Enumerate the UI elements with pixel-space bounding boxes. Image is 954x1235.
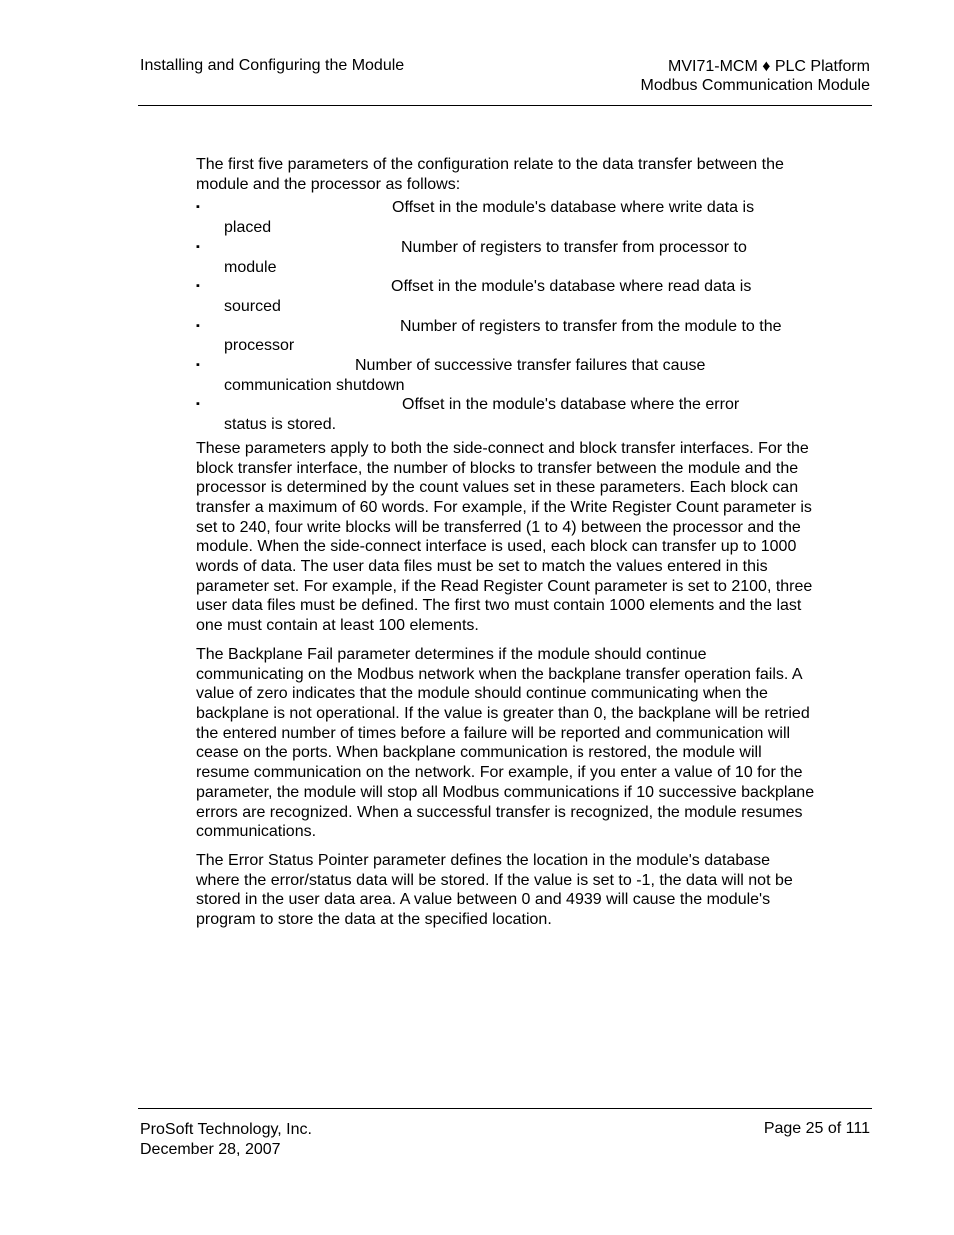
page-content (196, 155, 818, 930)
param-description-line2: sourced (224, 297, 281, 315)
param-description-line2: status is stored. (224, 416, 337, 434)
bullet-icon: ▪ (196, 240, 200, 253)
param-description-line1: Offset in the module's database where the error (402, 396, 740, 414)
parameter-list (196, 198, 818, 434)
product-title (641, 57, 870, 95)
product-line-2: Modbus Communication Module (640, 77, 870, 94)
param-description-line1: Number of registers to transfer from the module to the (400, 317, 782, 335)
document-date: December 28, 2007 (140, 1140, 281, 1158)
product-line-1: MVI71-MCM ♦ PLC Platform (668, 58, 870, 75)
param-description-line1: Offset in the module's database where read data is (391, 278, 752, 296)
block-transfer-paragraph: These parameters apply to both the side-connect and block transfer interfaces. For the block transfer interface, the number of blocks to transfer between the module and the processor is determined by the count values set in these parameters. Each block can transfer a maximum of 60 words. For example, if the Write Register Count parameter is set to 240, four write blocks will be transferred (1 to 4) between the processor and the module. When the side-connect interface is used, each block can transfer up to 1000 words of data. The user data files must be set to match the values entered in this parameter set. For example, if the Read Register Count parameter is set to 2100, three user data files must be defined. The first two must contain 1000 elements and the last one must contain at least 100 elements. (196, 439, 813, 635)
bullet-icon: ▪ (196, 280, 200, 293)
page-number: Page 25 of 111 (763, 1120, 870, 1137)
list-item (196, 356, 818, 395)
header-divider (138, 105, 872, 106)
list-item (196, 277, 818, 316)
section-title: Installing and Configuring the Module (140, 57, 405, 74)
bullet-icon: ▪ (196, 398, 200, 411)
param-description-line2: processor (224, 337, 295, 355)
param-description-line1: Offset in the module's database where write data is (392, 199, 755, 217)
footer-divider (138, 1108, 872, 1109)
bullet-icon: ▪ (196, 201, 200, 214)
param-description-line2: communication shutdown (224, 376, 405, 394)
bullet-icon: ▪ (196, 359, 200, 372)
param-description-line2: module (224, 258, 277, 276)
backplane-fail-paragraph: The Backplane Fail parameter determines if the module should continue communicating on the Modbus network when the backplane transfer operation fails. A value of zero indicates that the module should continue communicating when the backplane is not operational. If the value is greater than 0, the backplane will be retried the entered number of times before a failure will be reported and communication will cease on the ports. When backplane communication is restored, the module will resume communication on the network. For example, if you enter a value of 10 for the parameter, the module will stop all Modbus communications if 10 successive backplane errors are recognized. When a successful transfer is recognized, the module resumes communications. (196, 645, 815, 841)
param-description-line1: Number of registers to transfer from processor to (401, 238, 747, 256)
list-item (196, 238, 818, 277)
company-name: ProSoft Technology, Inc. (140, 1121, 312, 1138)
bullet-icon: ▪ (196, 319, 200, 332)
list-item (196, 198, 818, 237)
list-item (196, 317, 818, 356)
error-status-paragraph: The Error Status Pointer parameter defines the location in the module's database where the error/status data will be stored. If the value is set to -1, the data will not be stored in the user data area. A value between 0 and 4939 will cause the module's program to store the data at the specified location. (196, 851, 793, 929)
param-description-line2: placed (224, 219, 272, 237)
list-item (196, 395, 818, 434)
intro-paragraph: The first five parameters of the configuration relate to the data transfer between the module and the processor as follows: (196, 156, 784, 193)
page-footer-left (140, 1120, 312, 1159)
param-description-line1: Number of successive transfer failures that cause (355, 357, 706, 375)
